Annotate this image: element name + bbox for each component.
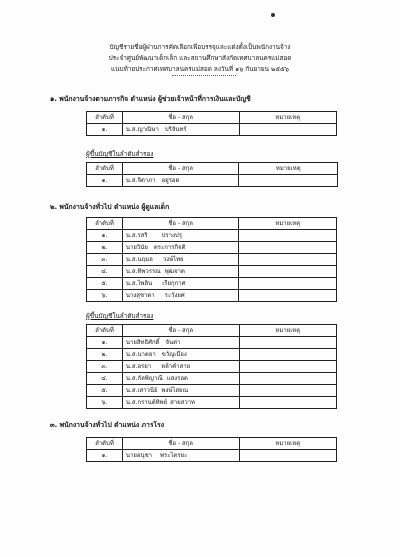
table-row (87, 266, 337, 278)
name-cell (122, 266, 239, 278)
table-row (87, 385, 337, 397)
rank-cell: ๑. (87, 337, 123, 349)
name-cell (122, 361, 239, 373)
name-cell (122, 175, 239, 187)
last-name: ระวังยศ (164, 291, 185, 299)
last-name: สายสวาท (170, 398, 196, 406)
col-rank-header: ลำดับที่ (87, 163, 123, 175)
note-cell (239, 230, 337, 242)
last-name: ตระการกิจติ (153, 243, 186, 251)
ink-dot (271, 13, 275, 17)
name-cell (122, 230, 239, 242)
col-note-header: หมายเหตุ (239, 438, 337, 450)
name-cell (122, 278, 239, 290)
first-name: น.ส.จิดาภา (125, 176, 156, 184)
rank-cell: ๑. (87, 175, 123, 187)
table-row (87, 450, 337, 462)
last-name: ปรางปรุ (161, 231, 182, 239)
col-name-header: ชื่อ - สกุล (122, 112, 239, 124)
rank-cell: ๑. (87, 124, 123, 136)
name-cell (122, 349, 239, 361)
rank-cell: ๓. (87, 254, 123, 266)
table-row (87, 373, 337, 385)
note-cell (239, 385, 336, 397)
table-row (87, 175, 338, 187)
section-1-title: ๑. พนักงานจ้างตามภารกิจ ตำแหน่ง ผู้ช่วยเจ้าหน้าที่การเงินและบัญชี (50, 95, 251, 103)
first-name: น.ส.นฤมล (125, 255, 153, 263)
rank-cell: ๒. (87, 349, 123, 361)
first-name: น.ส.ญาณิษา (125, 125, 159, 133)
note-cell (239, 450, 337, 462)
rank-cell: ๑. (87, 230, 123, 242)
first-name: น.ส.ไพลิน (125, 279, 153, 287)
table-row (87, 361, 337, 373)
first-name: นายวินัย (125, 243, 148, 251)
col-note-header: หมายเหตุ (239, 112, 337, 124)
rank-cell: ๕. (87, 278, 123, 290)
note-cell (239, 266, 337, 278)
table-header-row (87, 163, 338, 175)
name-cell (122, 373, 239, 385)
note-cell (239, 290, 337, 302)
note-cell (239, 254, 337, 266)
rank-cell: ๖. (87, 397, 123, 409)
section-2-title: ๒. พนักงานจ้างทั่วไป ตำแหน่ง ผู้ดูแลเด็ก (50, 203, 170, 211)
name-cell (122, 290, 239, 302)
col-rank-header: ลำดับที่ (87, 218, 123, 230)
note-cell (239, 175, 338, 187)
col-note-header: หมายเหตุ (239, 325, 336, 337)
rank-cell: ๑. (87, 450, 123, 462)
first-name: น.ส.เสาวนีย์ (125, 386, 158, 394)
name-cell (122, 337, 239, 349)
section-2-reserve-table (86, 324, 337, 409)
col-note-header: หมายเหตุ (239, 163, 338, 175)
note-cell (239, 124, 337, 136)
rank-cell: ๔. (87, 266, 123, 278)
last-name: วงษ์ไทย (162, 255, 184, 263)
first-name: น.ส.กรานต์ทิพย์ (125, 398, 168, 406)
name-cell (122, 450, 239, 462)
col-note-header: หมายเหตุ (239, 218, 337, 230)
last-name: จันต่า (165, 338, 181, 346)
note-cell (239, 349, 336, 361)
rank-cell: ๖. (87, 290, 123, 302)
first-name: น.ส.อรยา (125, 362, 152, 370)
col-name-header: ชื่อ - สกุล (122, 325, 239, 337)
table-header-row (87, 438, 337, 450)
section-1-reserve-title: ผู้ขึ้นบัญชีในลำดับสำรอง (86, 150, 154, 158)
table-row (87, 242, 337, 254)
last-name: ขวัญเมือง (161, 350, 187, 358)
rank-cell: ๔. (87, 373, 123, 385)
rank-cell: ๒. (87, 242, 123, 254)
name-cell (122, 242, 239, 254)
rank-cell: ๓. (87, 361, 123, 373)
table-row (87, 124, 337, 136)
doc-title-line3: แนบท้ายประกาศเทศบาลนครแม่สอด ลงวันที่ ๑๖ กันยายน ๒๕๕๖ (111, 65, 289, 73)
first-name: น.ส.นาตยา (125, 350, 156, 358)
last-name: เรียกุกาศ (162, 279, 186, 287)
first-name: นางสุชาดา (125, 291, 155, 299)
col-rank-header: ลำดับที่ (87, 112, 123, 124)
table-row (87, 337, 337, 349)
note-cell (239, 337, 336, 349)
section-3-title: ๓. พนักงานจ้างทั่วไป ตำแหน่ง ภารโรง (50, 421, 165, 429)
table-row (87, 349, 337, 361)
name-cell (122, 397, 239, 409)
last-name: พงษ์ไสยณ (161, 386, 189, 394)
name-cell (122, 385, 239, 397)
last-name: แสงรอด (166, 374, 188, 382)
first-name: นายอนุชา (125, 451, 153, 459)
last-name: พระไตรยะ (160, 451, 188, 459)
note-cell (239, 361, 336, 373)
section-1-table (86, 111, 337, 136)
section-2-reserve-title: ผู้ขึ้นบัญชีในลำดับสำรอง (86, 312, 154, 320)
note-cell (239, 397, 336, 409)
first-name: นายสิทธิศักดิ์ (125, 338, 160, 346)
note-cell (239, 242, 337, 254)
table-row (87, 397, 337, 409)
first-name: น.ส.ทิพวรรณ (125, 267, 161, 275)
table-header-row (87, 325, 337, 337)
table-row (87, 278, 337, 290)
last-name: พุฒจาด (164, 267, 185, 275)
rank-cell: ๕. (87, 385, 123, 397)
section-3-table (86, 437, 337, 462)
table-header-row (87, 218, 337, 230)
doc-title-line2: ประจำศูนย์พัฒนาเด็กเล็ก และสถานศึกษาสังกัดเทศบาลนครแม่สอด (108, 54, 292, 62)
last-name: หล้าคำสาย (161, 362, 191, 370)
col-name-header: ชื่อ - สกุล (122, 218, 239, 230)
last-name: บริจันทร์ (164, 125, 187, 133)
first-name: น.ส.รสริ (125, 231, 148, 239)
table-row (87, 230, 337, 242)
note-cell (239, 278, 337, 290)
name-cell (122, 124, 239, 136)
first-name: น.ส.กัลพิญาณี (125, 374, 163, 382)
col-rank-header: ลำดับที่ (87, 325, 123, 337)
section-2-table (86, 217, 337, 302)
table-row (87, 290, 337, 302)
table-row (87, 254, 337, 266)
doc-title-line1: บัญชีรายชื่อผู้ผ่านการคัดเลือกเพื่อบรรจุและแต่งตั้งเป็นพนักงานจ้าง (109, 43, 291, 51)
col-name-header: ชื่อ - สกุล (122, 438, 239, 450)
section-1-reserve-table (86, 162, 338, 187)
note-cell (239, 373, 336, 385)
col-name-header: ชื่อ - สกุล (122, 163, 239, 175)
title-divider (172, 75, 236, 76)
name-cell (122, 254, 239, 266)
last-name: อยู่รอด (161, 176, 180, 184)
col-rank-header: ลำดับที่ (87, 438, 123, 450)
table-header-row (87, 112, 337, 124)
